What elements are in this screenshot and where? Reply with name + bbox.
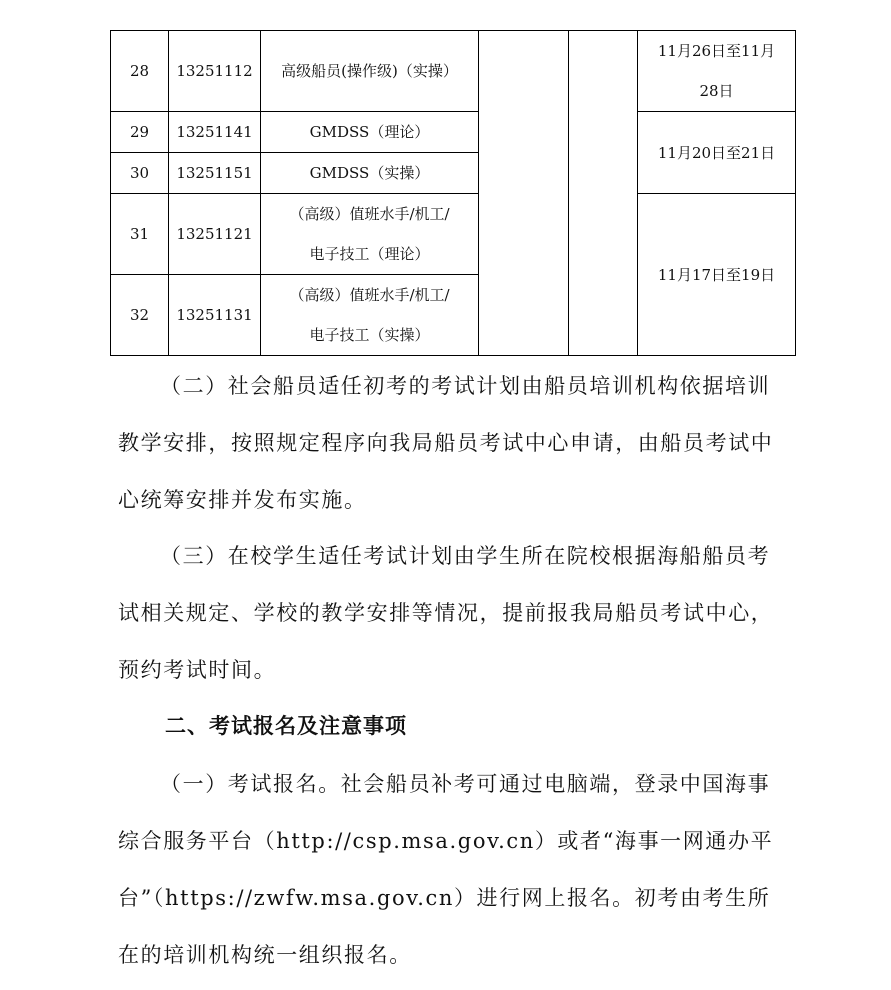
- subject-line: GMDSS（理论）: [309, 123, 430, 141]
- exam-subject: [261, 275, 479, 356]
- exam-subject: [261, 194, 479, 275]
- exam-code: 13251112: [169, 31, 261, 112]
- date-line: 11月26日至11月: [657, 42, 776, 60]
- row-number: 28: [111, 31, 169, 112]
- exam-subject: [261, 112, 479, 153]
- paragraph-exam-registration: （一）考试报名。社会船员补考可通过电脑端，登录中国海事综合服务平台（http://csp.msa.gov.cn）或者“海事一网通办平台”（https://zwfw.msa.gov.cn）进行网上报名。初考由考生所在的培训机构统一组织报名。: [118, 772, 774, 967]
- exam-subject: [261, 153, 479, 194]
- exam-date: [638, 194, 796, 356]
- subject-line: 电子技工（实操）: [309, 326, 430, 344]
- paragraph-social-crew-initial-exam: （二）社会船员适任初考的考试计划由船员培训机构依据培训教学安排，按照规定程序向我局船员考试中心申请，由船员考试中心统筹安排并发布实施。: [118, 374, 774, 512]
- exam-code: 13251131: [169, 275, 261, 356]
- subject-line: （高级）值班水手/机工/: [289, 286, 450, 304]
- subject-line: 电子技工（理论）: [309, 245, 430, 263]
- exam-code: 13251121: [169, 194, 261, 275]
- exam-subject: [261, 31, 479, 112]
- merged-cell: [569, 31, 638, 356]
- date-line: 11月17日至19日: [657, 265, 776, 284]
- table-row: [111, 31, 796, 112]
- subject-line: GMDSS（实操）: [309, 164, 430, 182]
- exam-code: 13251151: [169, 153, 261, 194]
- row-number: 29: [111, 112, 169, 153]
- date-line: 11月20日至21日: [657, 143, 776, 162]
- exam-date: [638, 112, 796, 194]
- subject-line: 高级船员(操作级)（实操）: [281, 62, 458, 80]
- exam-date: [638, 31, 796, 112]
- subject-line: （高级）值班水手/机工/: [289, 205, 450, 223]
- date-line: 28日: [699, 82, 734, 100]
- exam-code: 13251141: [169, 112, 261, 153]
- row-number: 32: [111, 275, 169, 356]
- table-row: [111, 194, 796, 275]
- paragraph-student-exam: （三）在校学生适任考试计划由学生所在院校根据海船船员考试相关规定、学校的教学安排等情况，提前报我局船员考试中心，预约考试时间。: [118, 544, 774, 682]
- row-number: 30: [111, 153, 169, 194]
- table-row: [111, 112, 796, 153]
- exam-schedule-table: [110, 30, 796, 356]
- merged-cell: [479, 31, 569, 356]
- section-heading: 二、考试报名及注意事项: [165, 714, 407, 738]
- row-number: 31: [111, 194, 169, 275]
